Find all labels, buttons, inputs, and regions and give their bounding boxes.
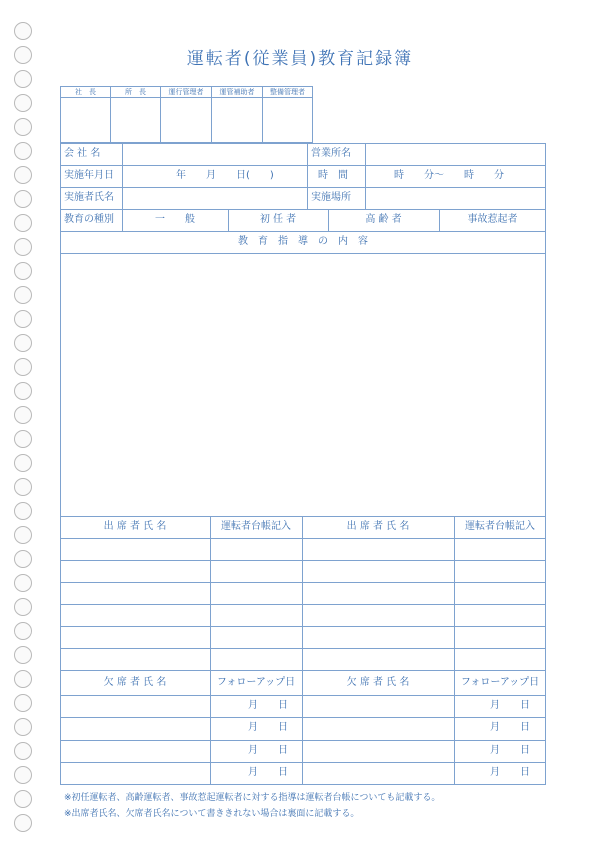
binder-hole xyxy=(14,694,32,712)
binder-hole xyxy=(14,526,32,544)
binder-hole xyxy=(14,502,32,520)
binder-hole xyxy=(14,598,32,616)
attendee-name-header: 出 席 者 氏 名 xyxy=(103,521,167,532)
content-area[interactable] xyxy=(61,254,545,515)
stamp-label: 整備管理者 xyxy=(270,88,305,96)
binder-hole xyxy=(14,142,32,160)
attendee-name-header: 出 席 者 氏 名 xyxy=(346,521,410,532)
place-label: 実施場所 xyxy=(311,192,351,203)
binder-hole xyxy=(14,190,32,208)
stamp-label: 運管補助者 xyxy=(219,88,255,96)
office-name-field[interactable] xyxy=(366,144,545,165)
content-header: 教 育 指 導 の 内 容 xyxy=(238,236,368,247)
date-field[interactable]: 年 月 日( ) xyxy=(176,170,274,181)
executor-field[interactable] xyxy=(123,188,306,209)
binder-hole xyxy=(14,358,32,376)
binder-hole xyxy=(14,214,32,232)
binder-holes xyxy=(14,22,36,832)
binder-hole xyxy=(14,790,32,808)
stamp-label: 所 長 xyxy=(125,88,146,96)
binder-hole xyxy=(14,646,32,664)
stamp-label: 運行管理者 xyxy=(168,88,204,96)
follow-up-date-cell[interactable]: 月 日 xyxy=(490,767,530,778)
education-type-label: 教育の種別 xyxy=(64,214,114,225)
absentee-name-header: 欠 席 者 氏 名 xyxy=(346,677,410,688)
follow-up-date-header: フォローアップ日 xyxy=(460,677,540,688)
binder-hole xyxy=(14,334,32,352)
follow-up-date-header: フォローアップ日 xyxy=(216,677,296,688)
binder-hole xyxy=(14,382,32,400)
binder-hole xyxy=(14,478,32,496)
binder-hole xyxy=(14,550,32,568)
office-name-label: 営業所名 xyxy=(311,148,351,159)
follow-up-date-cell[interactable]: 月 日 xyxy=(490,745,530,756)
follow-up-date-cell[interactable]: 月 日 xyxy=(248,767,288,778)
binder-hole xyxy=(14,262,32,280)
footnote: ※出席者氏名、欠席者氏名について書ききれない場合は裏面に記載する。 xyxy=(64,809,360,819)
follow-up-date-cell[interactable]: 月 日 xyxy=(248,722,288,733)
binder-hole xyxy=(14,310,32,328)
type-elderly[interactable]: 高 齢 者 xyxy=(365,214,402,225)
date-label: 実施年月日 xyxy=(64,170,114,181)
binder-hole xyxy=(14,622,32,640)
type-accident[interactable]: 事故惹起者 xyxy=(467,214,518,225)
binder-hole xyxy=(14,286,32,304)
place-field[interactable] xyxy=(366,188,545,209)
binder-hole xyxy=(14,22,32,40)
binder-hole xyxy=(14,70,32,88)
absentee-name-header: 欠 席 者 氏 名 xyxy=(103,677,167,688)
stamp-label: 社 長 xyxy=(75,88,96,96)
type-new-driver[interactable]: 初 任 者 xyxy=(259,214,297,225)
page-title: 運転者(従業員)教育記録簿 xyxy=(186,49,414,69)
follow-up-date-cell[interactable]: 月 日 xyxy=(248,700,288,711)
follow-up-date-cell[interactable]: 月 日 xyxy=(490,700,530,711)
binder-hole xyxy=(14,670,32,688)
binder-hole xyxy=(14,166,32,184)
time-field[interactable]: 時 分〜 時 分 xyxy=(394,170,504,181)
binder-hole xyxy=(14,118,32,136)
binder-hole xyxy=(14,238,32,256)
binder-hole xyxy=(14,766,32,784)
driver-register-header: 運転者台帳記入 xyxy=(465,521,535,532)
follow-up-date-cell[interactable]: 月 日 xyxy=(248,745,288,756)
binder-hole xyxy=(14,94,32,112)
driver-register-header: 運転者台帳記入 xyxy=(221,521,291,532)
binder-hole xyxy=(14,718,32,736)
company-name-field[interactable] xyxy=(123,144,306,165)
binder-hole xyxy=(14,430,32,448)
executor-label: 実施者氏名 xyxy=(64,192,114,203)
footnote: ※初任運転者、高齢運転者、事故惹起運転者に対する指導は運転者台帳についても記載する。 xyxy=(64,793,441,803)
binder-hole xyxy=(14,742,32,760)
type-general[interactable]: 一 般 xyxy=(155,214,195,225)
binder-hole xyxy=(14,814,32,832)
company-name-label: 会 社 名 xyxy=(64,148,101,159)
time-label: 時 間 xyxy=(318,170,348,181)
binder-hole xyxy=(14,406,32,424)
follow-up-date-cell[interactable]: 月 日 xyxy=(490,722,530,733)
binder-hole xyxy=(14,454,32,472)
binder-hole xyxy=(14,574,32,592)
